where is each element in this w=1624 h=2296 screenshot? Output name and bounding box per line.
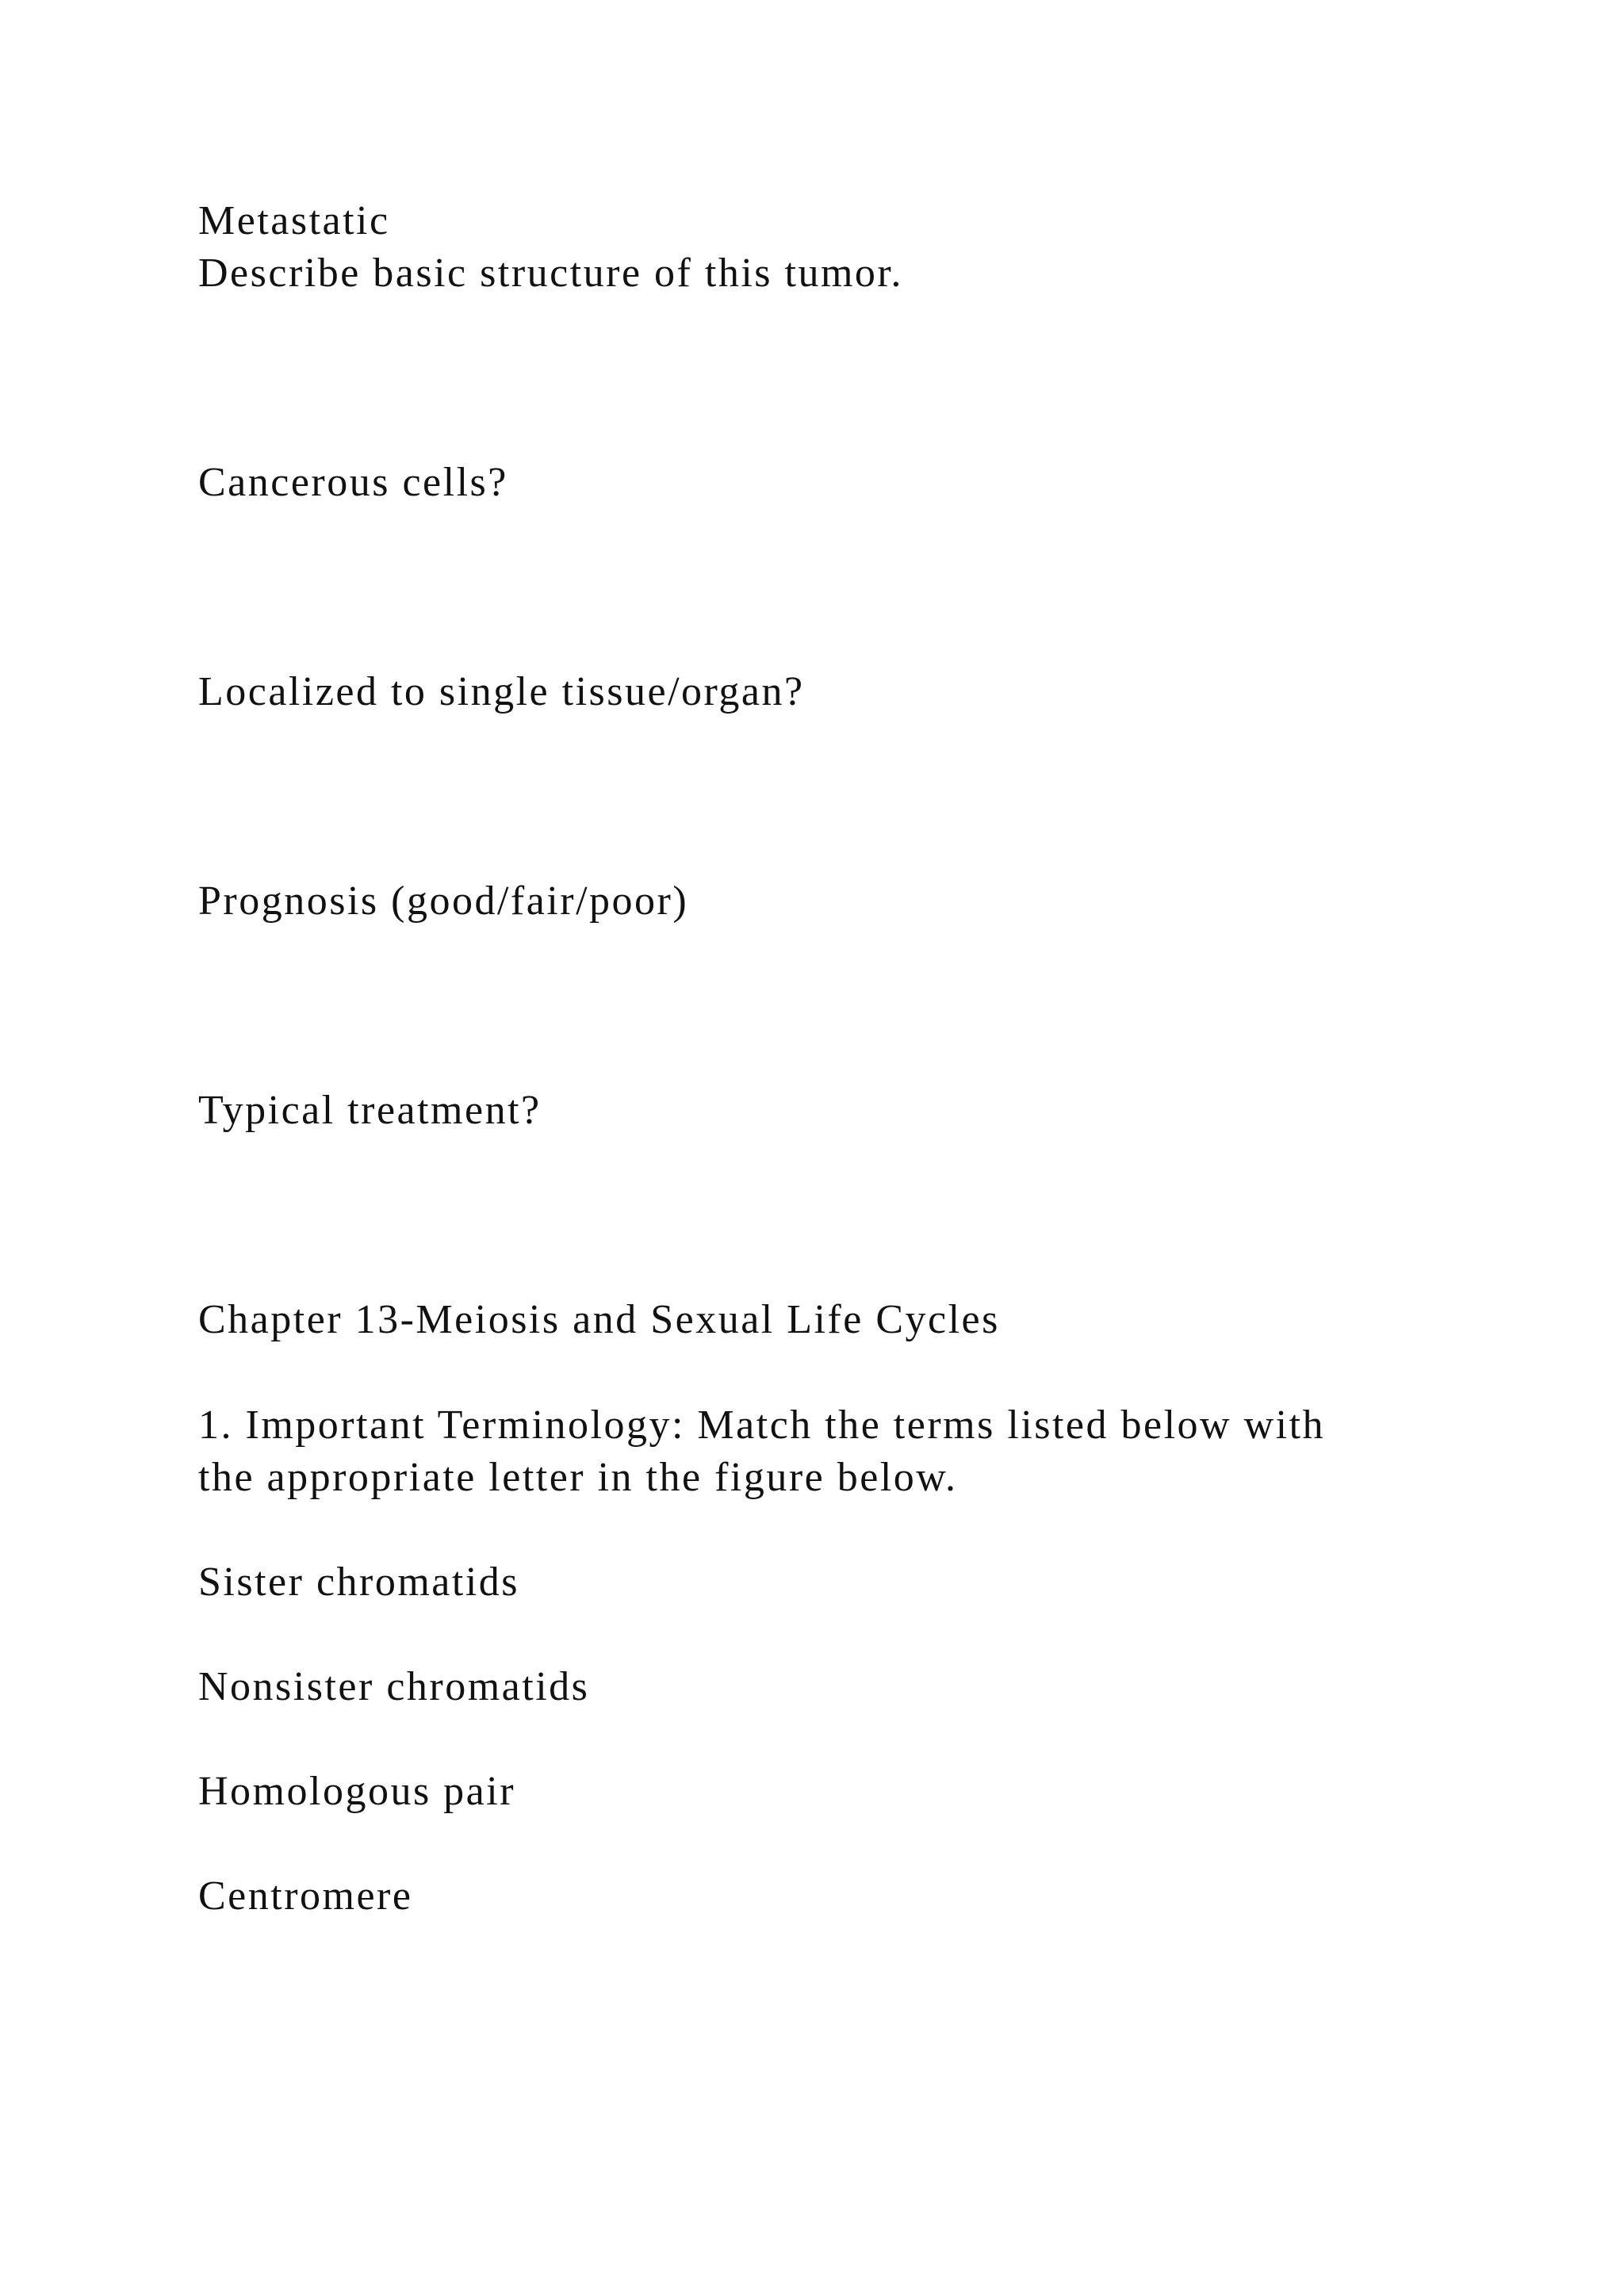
chapter-title: Chapter 13-Meiosis and Sexual Life Cycles [198,1297,1000,1342]
instruction-line-2: the appropriate letter in the figure below. [198,1455,958,1500]
question-prognosis: Prognosis (good/fair/poor) [198,878,689,924]
term-nonsister-chromatids: Nonsister chromatids [198,1664,590,1709]
tumor-structure-prompt: Describe basic structure of this tumor. [198,251,903,296]
term-homologous-pair: Homologous pair [198,1769,516,1814]
question-cancerous-cells: Cancerous cells? [198,460,508,505]
term-sister-chromatids: Sister chromatids [198,1559,520,1605]
instruction-line-1: 1. Important Terminology: Match the terms listed below with [198,1402,1326,1448]
question-localized: Localized to single tissue/organ? [198,669,805,714]
question-typical-treatment: Typical treatment? [198,1088,542,1133]
tumor-type-label: Metastatic [198,198,390,243]
term-centromere: Centromere [198,1873,413,1919]
